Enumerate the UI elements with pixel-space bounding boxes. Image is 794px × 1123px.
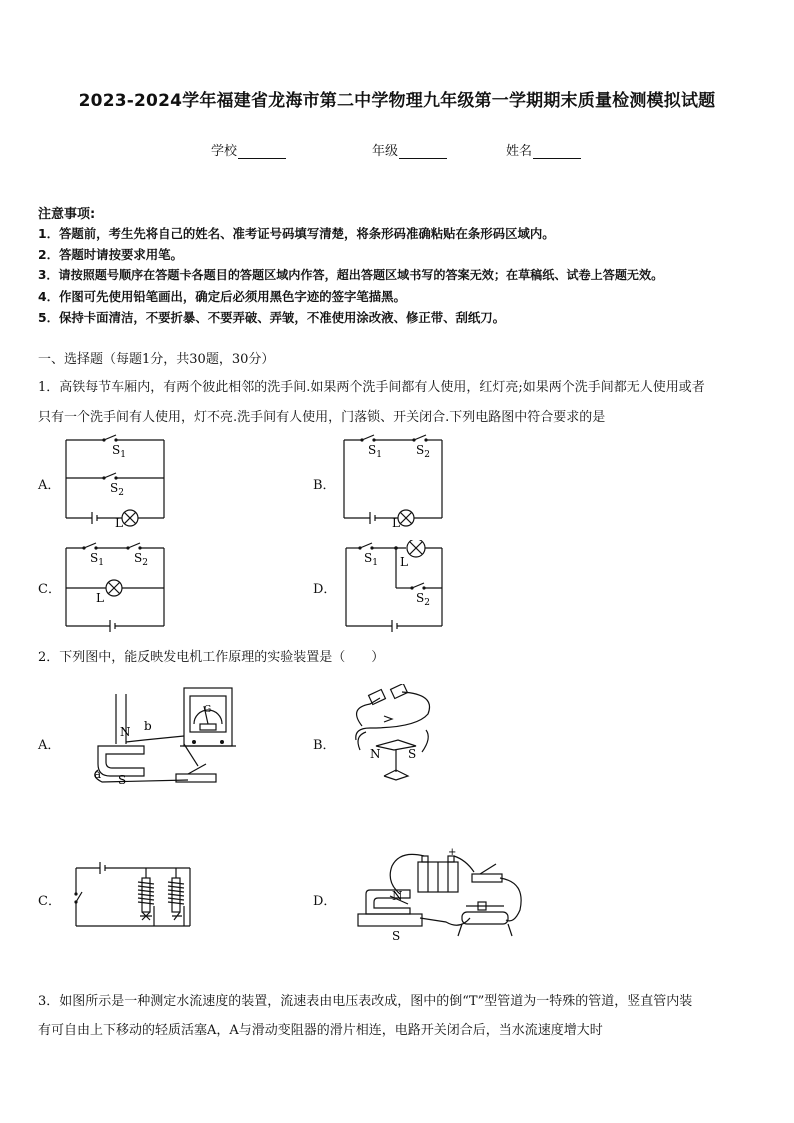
note-item: 5．保持卡面清洁，不要折暴、不要弄破、弄皱，不准使用涂改液、修正带、刮纸刀。: [38, 310, 506, 325]
q1-option-c-label: C．: [38, 582, 61, 597]
grade-field: [372, 140, 447, 159]
grade-blank: [399, 145, 447, 159]
label-s: S: [118, 773, 127, 787]
label-lamp: L: [392, 516, 400, 530]
note-item: 1．答题前，考生先将自己的姓名、准考证号码填写清楚，将条形码准确粘贴在条形码区域内。: [38, 226, 555, 241]
q1-line2: 只有一个洗手间有人使用，灯不亮.洗手间有人使用，门落锁、开关闭合.下列电路图中符合要求的是: [38, 410, 606, 425]
q2-line1: 2．下列图中，能反映发电机工作原理的实验装置是（ ）: [38, 650, 385, 665]
q2-apparatus-c: [72, 858, 196, 932]
q1-circuit-a: [60, 434, 170, 530]
q1-line1: 1．高铁每节车厢内，有两个彼此相邻的洗手间.如果两个洗手间都有人使用，红灯亮;如果两个洗手间都无人使用或者: [38, 380, 705, 395]
note-item: 4．作图可先使用铅笔画出，确定后必须用黑色字迹的签字笔描黑。: [38, 289, 406, 304]
name-blank: [533, 145, 581, 159]
note-item: 2．答题时请按要求用笔。: [38, 247, 183, 262]
school-field: [211, 140, 286, 159]
label-b: b: [144, 719, 152, 733]
label-s1: $S_1$: [364, 551, 378, 568]
label-s1: $S_1$: [90, 551, 104, 568]
label-s: S: [392, 929, 401, 942]
school-label: 学校: [211, 144, 238, 159]
q2-apparatus-b: [340, 684, 450, 784]
page-title: 2023-2024学年福建省龙海市第二中学物理九年级第一学期期末质量检测模拟试题: [78, 91, 716, 111]
label-s1: $S_1$: [368, 443, 382, 460]
q2-apparatus-d: [350, 846, 530, 942]
note-item: 3．请按照题号顺序在答题卡各题目的答题区域内作答，超出答题区域书写的答案无效；在草稿纸、试卷上答题无效。: [38, 268, 664, 282]
name-label: 姓名: [506, 144, 533, 159]
label-s2: $S_2$: [134, 551, 148, 568]
label-n: N: [120, 725, 131, 739]
notes-heading: 注意事项:: [38, 207, 96, 222]
label-s2: $S_2$: [416, 591, 430, 608]
q2-option-b-label: B．: [313, 738, 336, 753]
q3-line2: 有可自由上下移动的轻质活塞A，A与滑动变阻器的滑片相连，电路开关闭合后，当水流速度增大时: [38, 1023, 603, 1038]
label-n: N: [392, 889, 403, 903]
label-a: a: [94, 767, 102, 781]
q1-circuit-d: [340, 540, 450, 636]
q1-option-d-label: D．: [313, 582, 337, 597]
label-n: N: [370, 747, 381, 761]
section-title: 一、选择题（每题1分，共30题，30分）: [38, 352, 275, 367]
label-s1: $S_1$: [112, 443, 126, 460]
name-field: [506, 140, 581, 159]
label-s: S: [408, 747, 417, 761]
q1-option-b-label: B．: [313, 478, 336, 493]
label-s2: $S_2$: [110, 481, 124, 498]
label-g: G: [204, 705, 212, 715]
q3-line1: 3．如图所示是一种测定水流速度的装置，流速表由电压表改成，图中的倒“T”型管道为一特殊的管道，竖直管内装: [38, 994, 693, 1009]
school-blank: [238, 145, 286, 159]
q2-option-a-label: A．: [38, 738, 61, 753]
label-lamp: L: [96, 591, 104, 605]
label-s2: $S_2$: [416, 443, 430, 460]
q2-option-d-label: D．: [313, 894, 337, 909]
q1-circuit-c: [60, 540, 170, 636]
q1-circuit-b: [340, 434, 450, 530]
grade-label: 年级: [372, 144, 399, 159]
q2-apparatus-a: [80, 684, 240, 788]
q2-option-c-label: C．: [38, 894, 61, 909]
label-lamp: L: [400, 555, 408, 569]
q1-option-a-label: A．: [38, 478, 61, 493]
label-lamp: L: [115, 516, 123, 530]
label-plus: +: [448, 847, 457, 858]
